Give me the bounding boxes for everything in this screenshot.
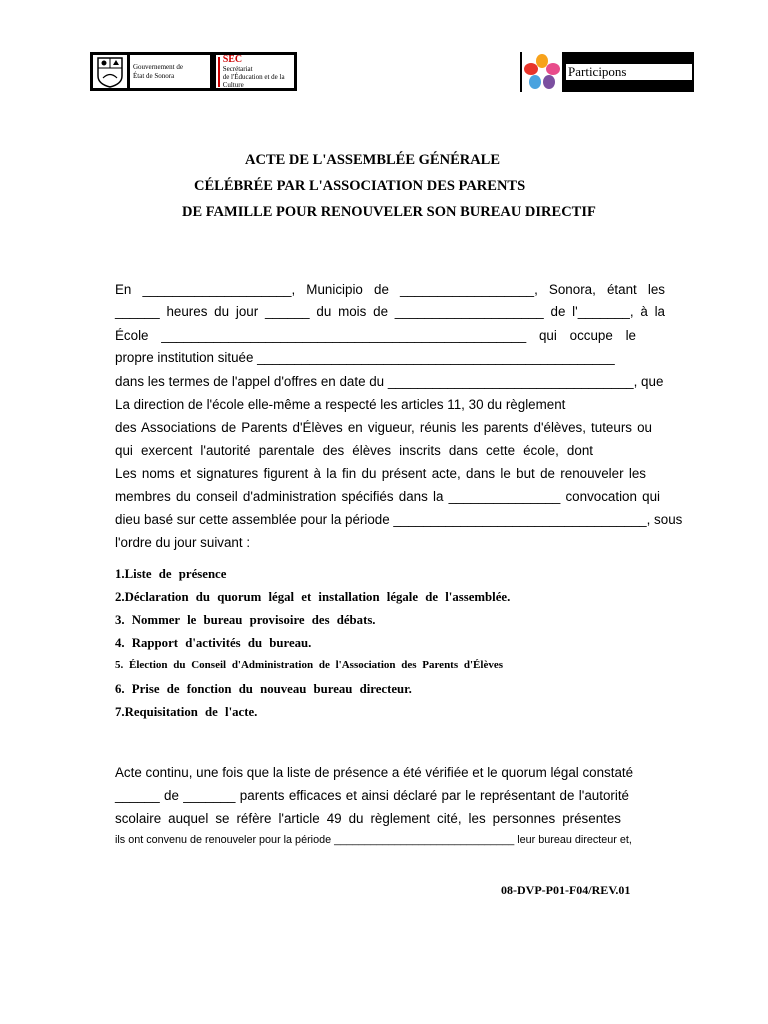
agenda-item-7: 7.Requisitation de l'acte.: [115, 705, 258, 719]
government-logo: [90, 52, 297, 91]
sec-logo: [216, 55, 294, 88]
agenda-item-3: 3. Nommer le bureau provisoire des débats.: [115, 613, 376, 627]
government-text: [130, 55, 210, 88]
body-line-3: École _________________________________________________ qui occupe le: [115, 328, 636, 343]
agenda-item-2: 2.Déclaration du quorum légal et installation légale de l'assemblée.: [115, 590, 511, 604]
closing-line-1: Acte continu, une fois que la liste de présence a été vérifiée et le quorum légal constaté: [115, 765, 634, 780]
flower-icon: [522, 52, 562, 92]
agenda-item-6: 6. Prise de fonction du nouveau bureau directeur.: [115, 682, 412, 696]
body-line-1: En ____________________, Municipio de __________________, Sonora, étant les: [115, 282, 665, 297]
body-line-12: l'ordre du jour suivant :: [115, 535, 251, 550]
gov-line-1: Gouvernement de: [133, 62, 183, 71]
body-line-6: La direction de l'école elle-même a respecté les articles 11, 30 du règlement: [115, 397, 566, 412]
closing-line-3: scolaire auquel se réfère l'article 49 du règlement cité, les personnes présentes: [115, 811, 621, 826]
agenda-item-1: 1.Liste de présence: [115, 567, 227, 581]
sec-code: SEC: [222, 53, 243, 65]
body-line-2: ______ heures du jour ______ du mois de ____________________ de l'_______, à la: [115, 304, 665, 319]
body-line-11: dieu basé sur cette assemblée pour la période __________________________________, sous: [115, 512, 683, 527]
participons-logo: [520, 52, 694, 92]
coat-of-arms-icon: [93, 55, 127, 88]
gov-line-2: État de Sonora: [133, 71, 175, 80]
body-line-5: dans les termes de l'appel d'offres en date du _________________________________, que: [115, 374, 664, 389]
agenda-item-5: 5. Élection du Conseil d'Administration de l'Association des Parents d'Élèves: [115, 659, 503, 671]
sec-line-2: de l'Éducation et de la Culture: [222, 72, 285, 89]
sec-line-1: Secrétariat: [222, 64, 253, 73]
body-line-9: Les noms et signatures figurent à la fin du présent acte, dans le but de renouveler les: [115, 466, 646, 481]
agenda-item-4: 4. Rapport d'activités du bureau.: [115, 636, 312, 650]
title-line-3: DE FAMILLE POUR RENOUVELER SON BUREAU DIRECTIF: [182, 204, 596, 220]
body-line-10: membres du conseil d'administration spécifiés dans la _______________ convocation qui: [115, 489, 660, 504]
body-line-4: propre institution située ________________________________________________: [115, 350, 615, 365]
body-line-8: qui exercent l'autorité parentale des élèves inscrits dans cette école, dont: [115, 443, 593, 458]
title-line-2: CÉLÉBRÉE PAR L'ASSOCIATION DES PARENTS: [194, 178, 526, 194]
sec-red-bar: [218, 57, 220, 87]
participons-text: Participons: [566, 64, 692, 80]
title-line-1: ACTE DE L'ASSEMBLÉE GÉNÉRALE: [245, 152, 501, 168]
closing-line-4: ils ont convenu de renouveler pour la période ______________________________ leur bureau directeur et,: [115, 834, 632, 846]
document-reference: 08-DVP-P01-F04/REV.01: [501, 883, 631, 897]
body-line-7: des Associations de Parents d'Élèves en vigueur, réunis les parents d'élèves, tuteurs ou: [115, 420, 652, 435]
closing-line-2: ______ de _______ parents efficaces et ainsi déclaré par le représentant de l'autorité: [115, 788, 629, 803]
